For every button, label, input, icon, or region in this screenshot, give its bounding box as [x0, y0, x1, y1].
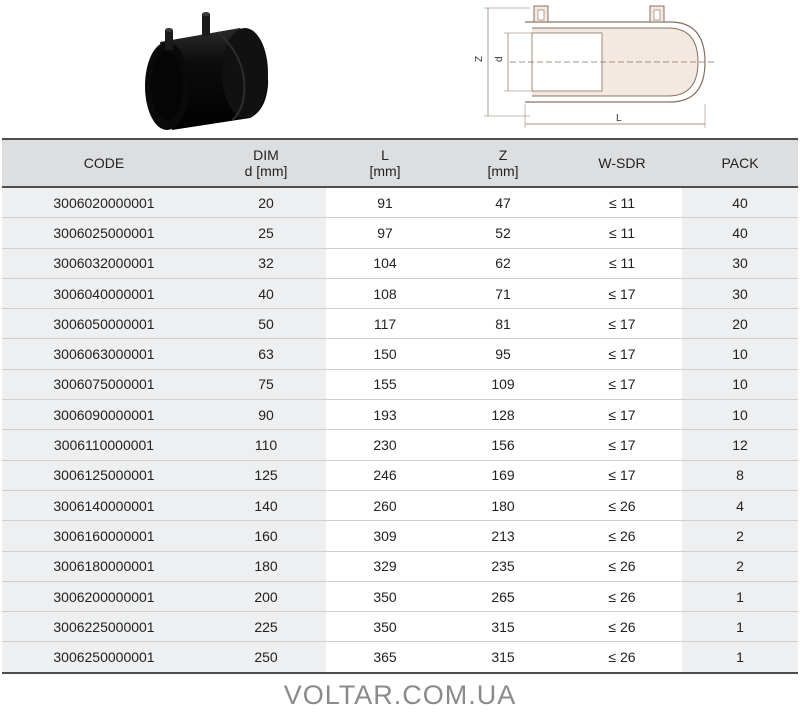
cell-z: 315 [444, 612, 562, 642]
cell-sdr: ≤ 26 [562, 581, 682, 611]
cell-l: 246 [326, 460, 444, 490]
header-code: CODE [2, 139, 206, 187]
cell-z: 52 [444, 218, 562, 248]
cell-pack: 1 [682, 612, 798, 642]
cell-code: 3006020000001 [2, 187, 206, 218]
header-z-unit: [mm] [487, 163, 519, 179]
cell-sdr: ≤ 11 [562, 187, 682, 218]
cell-dim: 50 [206, 309, 326, 339]
cell-code: 3006180000001 [2, 551, 206, 581]
cell-dim: 40 [206, 278, 326, 308]
table-row [2, 460, 798, 490]
cell-sdr: ≤ 11 [562, 248, 682, 278]
cell-l: 91 [326, 187, 444, 218]
table-row [2, 278, 798, 308]
cell-dim: 90 [206, 400, 326, 430]
cell-z: 315 [444, 642, 562, 673]
table-row [2, 521, 798, 551]
cell-code: 3006125000001 [2, 460, 206, 490]
cell-dim: 125 [206, 460, 326, 490]
cell-code: 3006063000001 [2, 339, 206, 369]
cell-pack: 1 [682, 581, 798, 611]
cell-dim: 250 [206, 642, 326, 673]
cell-z: 180 [444, 490, 562, 520]
cell-pack: 30 [682, 248, 798, 278]
cell-pack: 40 [682, 187, 798, 218]
cell-z: 128 [444, 400, 562, 430]
cell-z: 95 [444, 339, 562, 369]
cell-code: 3006200000001 [2, 581, 206, 611]
cell-dim: 75 [206, 369, 326, 399]
drawing-label-d: d [494, 56, 505, 62]
cell-sdr: ≤ 26 [562, 642, 682, 673]
table-row [2, 551, 798, 581]
header-dim [206, 139, 326, 187]
coupler-photo [120, 0, 290, 135]
cell-pack: 12 [682, 430, 798, 460]
cell-z: 235 [444, 551, 562, 581]
header-dim-unit: d [mm] [244, 163, 288, 179]
drawing-label-l: L [616, 113, 622, 124]
cell-z: 71 [444, 278, 562, 308]
cell-l: 150 [326, 339, 444, 369]
cell-code: 3006140000001 [2, 490, 206, 520]
cell-sdr: ≤ 11 [562, 218, 682, 248]
cell-l: 329 [326, 551, 444, 581]
cell-sdr: ≤ 17 [562, 309, 682, 339]
cell-l: 108 [326, 278, 444, 308]
product-figures [0, 0, 800, 138]
header-pack: PACK [682, 139, 798, 187]
table-row [2, 218, 798, 248]
cell-pack: 1 [682, 642, 798, 673]
table-row [2, 187, 798, 218]
table-header-row [2, 139, 798, 187]
cell-sdr: ≤ 26 [562, 612, 682, 642]
header-z-title: Z [498, 147, 508, 163]
table-row [2, 369, 798, 399]
cell-code: 3006225000001 [2, 612, 206, 642]
table-row [2, 400, 798, 430]
watermark-footer: VOLTAR.COM.UA [283, 680, 517, 710]
table-row [2, 642, 798, 673]
coupler-drawing [470, 0, 720, 132]
header-dim-title: DIM [253, 147, 279, 163]
cell-code: 3006110000001 [2, 430, 206, 460]
cell-sdr: ≤ 17 [562, 460, 682, 490]
cell-pack: 8 [682, 460, 798, 490]
header-l [326, 139, 444, 187]
cell-sdr: ≤ 26 [562, 490, 682, 520]
cell-l: 350 [326, 581, 444, 611]
table-row [2, 490, 798, 520]
header-z [444, 139, 562, 187]
cell-pack: 10 [682, 369, 798, 399]
cell-z: 265 [444, 581, 562, 611]
cell-l: 230 [326, 430, 444, 460]
cell-code: 3006025000001 [2, 218, 206, 248]
cell-sdr: ≤ 17 [562, 339, 682, 369]
cell-code: 3006050000001 [2, 309, 206, 339]
table-row [2, 339, 798, 369]
cell-sdr: ≤ 26 [562, 551, 682, 581]
cell-dim: 140 [206, 490, 326, 520]
cell-l: 193 [326, 400, 444, 430]
header-l-title: L [381, 147, 389, 163]
cell-dim: 160 [206, 521, 326, 551]
cell-l: 104 [326, 248, 444, 278]
cell-pack: 4 [682, 490, 798, 520]
cell-l: 350 [326, 612, 444, 642]
cell-code: 3006032000001 [2, 248, 206, 278]
cell-pack: 20 [682, 309, 798, 339]
table-row [2, 612, 798, 642]
cell-sdr: ≤ 17 [562, 400, 682, 430]
cell-dim: 180 [206, 551, 326, 581]
table-row [2, 581, 798, 611]
cell-z: 47 [444, 187, 562, 218]
cell-sdr: ≤ 17 [562, 369, 682, 399]
cell-pack: 10 [682, 400, 798, 430]
cell-code: 3006075000001 [2, 369, 206, 399]
cell-l: 365 [326, 642, 444, 673]
cell-pack: 2 [682, 521, 798, 551]
cell-z: 109 [444, 369, 562, 399]
cell-code: 3006160000001 [2, 521, 206, 551]
cell-dim: 63 [206, 339, 326, 369]
cell-sdr: ≤ 17 [562, 430, 682, 460]
cell-z: 81 [444, 309, 562, 339]
cell-dim: 110 [206, 430, 326, 460]
cell-dim: 20 [206, 187, 326, 218]
header-sdr: W-SDR [562, 139, 682, 187]
cell-code: 3006090000001 [2, 400, 206, 430]
cell-code: 3006040000001 [2, 278, 206, 308]
cell-l: 260 [326, 490, 444, 520]
table-row [2, 309, 798, 339]
cell-l: 97 [326, 218, 444, 248]
table-row [2, 430, 798, 460]
header-l-unit: [mm] [369, 163, 401, 179]
cell-l: 117 [326, 309, 444, 339]
cell-pack: 2 [682, 551, 798, 581]
cell-z: 213 [444, 521, 562, 551]
cell-z: 156 [444, 430, 562, 460]
cell-pack: 10 [682, 339, 798, 369]
cell-z: 169 [444, 460, 562, 490]
cell-z: 62 [444, 248, 562, 278]
drawing-label-z: Z [474, 55, 485, 62]
cell-dim: 25 [206, 218, 326, 248]
cell-dim: 32 [206, 248, 326, 278]
cell-pack: 30 [682, 278, 798, 308]
cell-sdr: ≤ 26 [562, 521, 682, 551]
cell-pack: 40 [682, 218, 798, 248]
specification-table [2, 138, 798, 674]
cell-sdr: ≤ 17 [562, 278, 682, 308]
cell-dim: 225 [206, 612, 326, 642]
cell-l: 309 [326, 521, 444, 551]
table-row [2, 248, 798, 278]
cell-dim: 200 [206, 581, 326, 611]
cell-code: 3006250000001 [2, 642, 206, 673]
cell-l: 155 [326, 369, 444, 399]
